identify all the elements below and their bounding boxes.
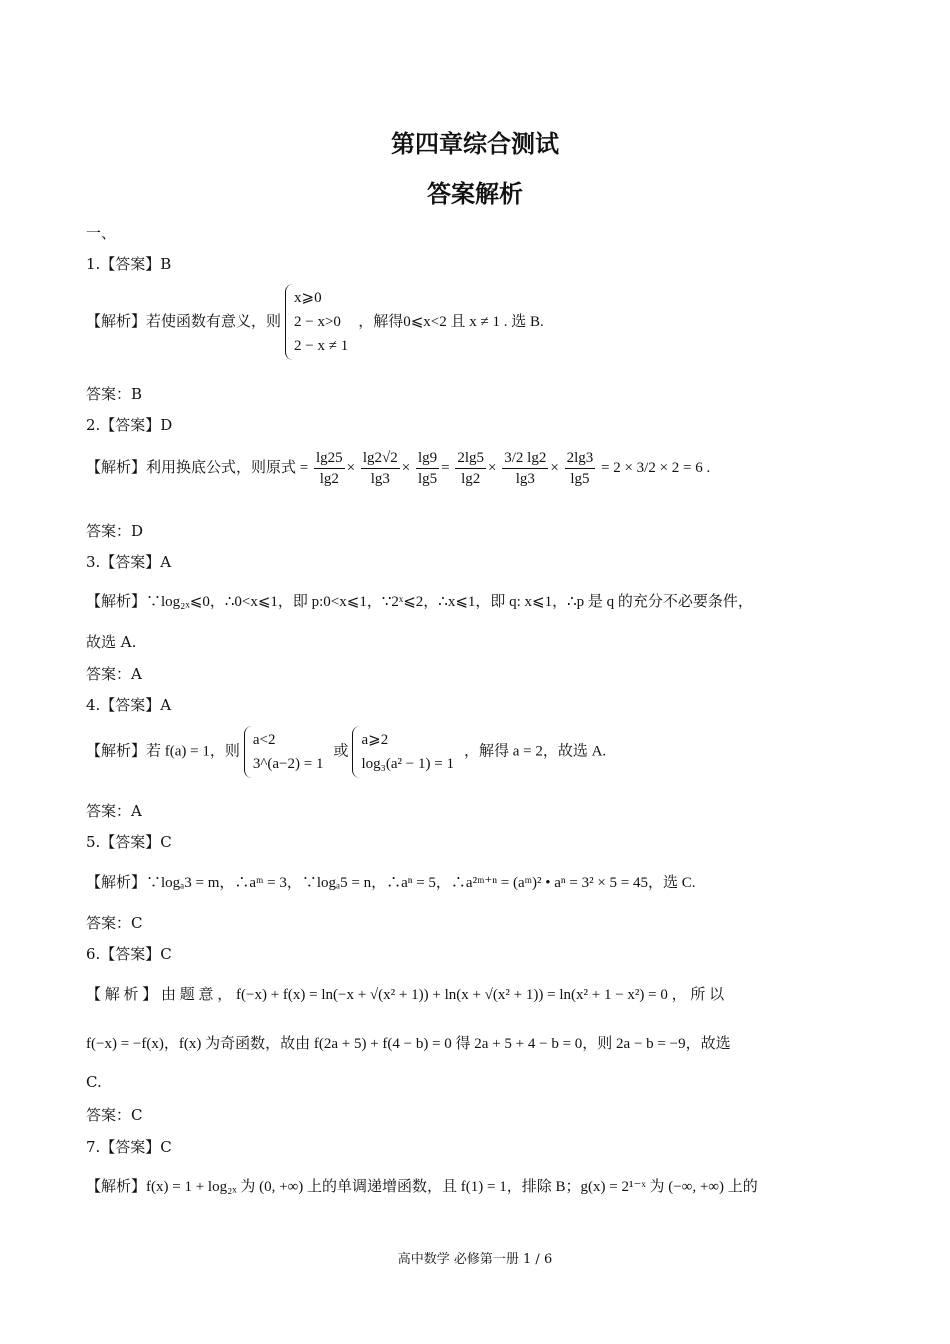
q1-system: x⩾0 2 − x>0 2 − x ≠ 1 xyxy=(285,284,354,360)
q2-frac-2: $\frac{\lg 2√2}{\lg 3}$ xyxy=(362,450,398,487)
q4-or: 或 xyxy=(333,743,349,760)
q2-frac-1: $\frac{\lg 25}{\lg 2}$ xyxy=(315,450,343,487)
q4-heading: 4.【答案】A xyxy=(86,696,172,714)
q2-prefix: 【解析】利用换底公式，则原式 = xyxy=(86,459,309,476)
q4-system-1: a<2 3^(a−2) = 1 xyxy=(244,726,330,778)
q4-suffix: ，解得 a = 2，故选 A. xyxy=(463,743,607,760)
q2-heading: 2.【答案】D xyxy=(86,416,173,434)
q1-prefix: 【解析】若使函数有意义，则 xyxy=(86,312,282,330)
q6-analysis-line2: f(−x) = −f(x)，f(x) 为奇函数，故由 f(2a + 5) + f(4 − b) = 0 得 2a + 5 + 4 − b = 0，则 2a − b = −9，故选 xyxy=(86,1036,731,1052)
q4-answer: 答案：A xyxy=(86,802,142,820)
q1-answer: 答案：B xyxy=(86,385,143,403)
q4-prefix: 【解析】若 f(a) = 1，则 xyxy=(86,743,240,760)
q6-analysis-line1: 【 解 析 】 由 题 意 ， f(−x) + f(x) = ln(−x + √(x² + 1)) + ln(x + √(x² + 1)) = ln(x² + 1 − x²) = 0 ， 所 以 xyxy=(86,987,725,1003)
q2-analysis: 【解析】利用换底公式，则原式 = $\frac{\lg 25}{\lg 2}$ × $\frac{\lg 2√2}{\lg 3}$ × $\frac{\lg 9}{\lg 5}$ = $\frac{2\lg 5}{\lg 2}$ × $\frac{3/2 \lg 2}{\lg 3}$ × $\frac{2\lg 3}{\lg 5}$ = 2 × 3/2 × 2 = 6 . xyxy=(86,450,711,487)
q3-answer: 答案：A xyxy=(86,665,142,683)
q5-analysis: 【解析】∵logₐ3 = m，∴aᵐ = 3，∵logₐ5 = n，∴aⁿ = 5，∴a²ᵐ⁺ⁿ = (aᵐ)² • aⁿ = 3² × 5 = 45，选 C. xyxy=(86,875,696,891)
answer-title: 答案解析 xyxy=(427,180,523,208)
q1-heading: 1.【答案】B xyxy=(86,255,172,273)
q6-answer: 答案：C xyxy=(86,1106,143,1124)
q7-analysis: 【解析】f(x) = 1 + log₂ₓ 为 (0, +∞) 上的单调递增函数，且 f(1) = 1，排除 B；g(x) = 2¹⁻ˣ 为 (−∞, +∞) 上的 xyxy=(86,1179,758,1195)
q7-heading: 7.【答案】C xyxy=(86,1138,172,1156)
q3-analysis-line2: 故选 A. xyxy=(86,633,137,651)
q3-heading: 3.【答案】A xyxy=(86,553,172,571)
q6-analysis-line3: C. xyxy=(86,1073,102,1091)
q1-suffix: ，解得0⩽x<2 且 x ≠ 1 . 选 B. xyxy=(358,314,544,330)
q3-analysis-line1: 【解析】∵log₂ₓ⩽0，∴0<x⩽1，即 p:0<x⩽1，∵2ˣ⩽2，∴x⩽1，即 q: x⩽1，∴p 是 q 的充分不必要条件， xyxy=(86,594,753,610)
page-footer: 高中数学 必修第一册 1 / 6 xyxy=(397,1252,553,1267)
q5-answer: 答案：C xyxy=(86,914,143,932)
q4-system-2: a⩾2 log₃(a² − 1) = 1 xyxy=(352,726,459,778)
q2-frac-4: $\frac{2\lg 5}{\lg 2}$ xyxy=(457,450,485,487)
q4-analysis xyxy=(86,726,606,778)
q2-answer: 答案：D xyxy=(86,522,144,540)
q5-heading: 5.【答案】C xyxy=(86,833,172,851)
q2-frac-3: $\frac{\lg 9}{\lg 5}$ xyxy=(417,450,438,487)
section-label: 一、 xyxy=(86,224,117,242)
q2-frac-6: $\frac{2\lg 3}{\lg 5}$ xyxy=(566,450,594,487)
q2-suffix: = 2 × 3/2 × 2 = 6 . xyxy=(601,459,711,476)
q1-analysis xyxy=(86,284,544,360)
q6-heading: 6.【答案】C xyxy=(86,945,172,963)
q2-frac-5: $\frac{3/2 \lg 2}{\lg 3}$ xyxy=(504,450,547,487)
chapter-title: 第四章综合测试 xyxy=(391,130,559,158)
